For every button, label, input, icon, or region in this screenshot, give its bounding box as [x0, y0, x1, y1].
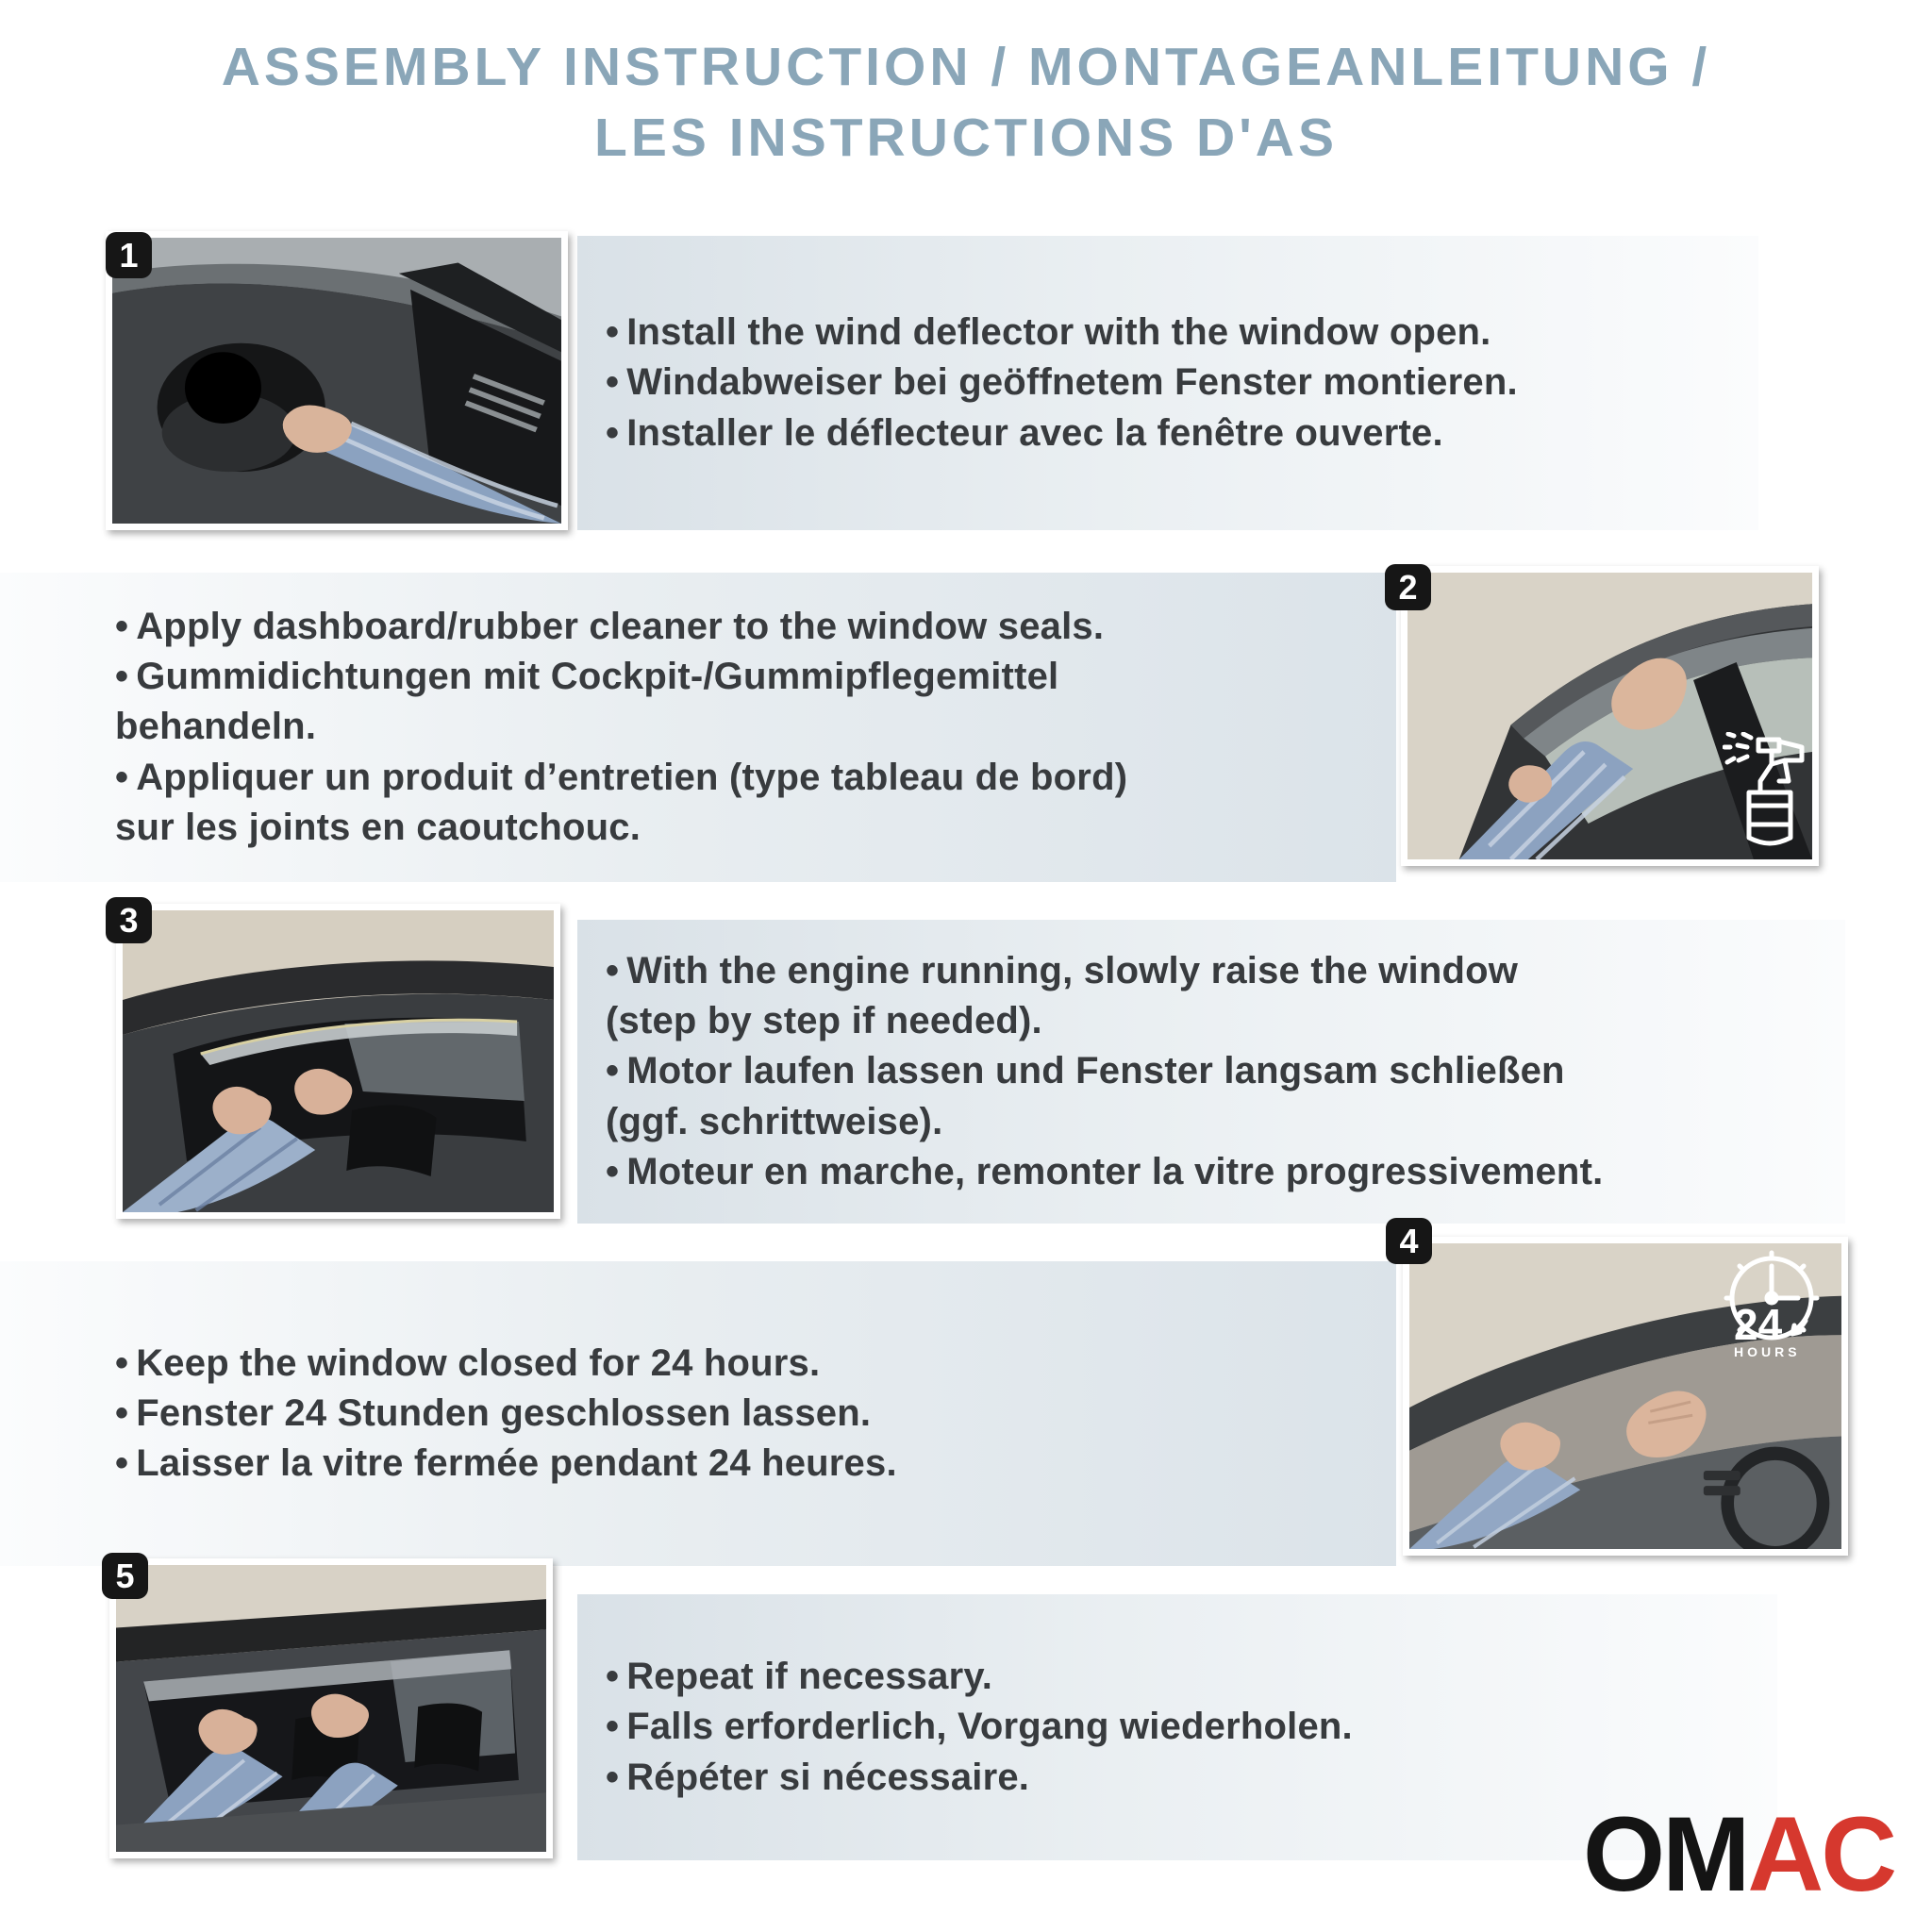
step-5-photo-illustration [116, 1565, 546, 1852]
step-4-number-badge: 4 [1386, 1218, 1432, 1264]
step-3-line-en: • With the engine running, slowly raise the window [606, 946, 1845, 996]
step-2-text-panel [0, 573, 1396, 882]
step-5-line-en: • Repeat if necessary. [606, 1652, 1777, 1702]
step-5-line-fr: • Répéter si nécessaire. [606, 1753, 1777, 1803]
step-1-line-de: • Windabweiser bei geöffnetem Fenster montieren. [606, 358, 1758, 408]
step-4-line-fr: • Laisser la vitre fermée pendant 24 heures. [115, 1439, 1396, 1489]
step-1-text-panel [577, 236, 1758, 530]
step-5-line-de: • Falls erforderlich, Vorgang wiederholen. [606, 1702, 1777, 1752]
step-2-line-fr: • Appliquer un produit d’entretien (type tableau de bord) [115, 753, 1396, 803]
step-2-line-de-cont: behandeln. [115, 706, 317, 748]
step-3-text-panel [577, 920, 1845, 1224]
step-3-line-de-cont: (ggf. schrittweise). [606, 1100, 943, 1142]
step-5-number-badge: 5 [102, 1553, 148, 1599]
omac-logo-red-part: AC [1747, 1795, 1895, 1913]
clock-caption-label: HOURS [1734, 1344, 1801, 1359]
step-4-text-panel [0, 1261, 1396, 1566]
step-1-photo-illustration [112, 238, 561, 524]
step-3-line-en-cont: (step by step if needed). [606, 1000, 1042, 1042]
step-3-photo [116, 904, 560, 1219]
step-1-line-fr: • Installer le déflecteur avec la fenêtre ouverte. [606, 408, 1758, 458]
page-title-line2: LES INSTRUCTIONS D'AS [594, 108, 1338, 169]
spray-bottle-icon [1723, 732, 1809, 847]
step-2-line-de: • Gummidichtungen mit Cockpit-/Gummipflegemittel [115, 652, 1396, 702]
clock-number-label: 24 [1734, 1300, 1783, 1349]
page-title-line1: ASSEMBLY INSTRUCTION / MONTAGEANLEITUNG / [221, 37, 1711, 97]
step-1-line-en: • Install the wind deflector with the window open. [606, 308, 1758, 358]
omac-logo-black-part: OM [1583, 1795, 1748, 1913]
step-3-line-fr: • Moteur en marche, remonter la vitre progressivement. [606, 1147, 1845, 1197]
step-3-line-de: • Motor laufen lassen und Fenster langsam schließen [606, 1046, 1845, 1096]
step-4-line-de: • Fenster 24 Stunden geschlossen lassen. [115, 1389, 1396, 1439]
page-title [0, 32, 1932, 174]
step-5-photo [109, 1558, 553, 1858]
step-3-photo-illustration [123, 910, 554, 1212]
24-hours-icon [1719, 1249, 1821, 1372]
step-1-photo [106, 231, 568, 530]
step-2-number-badge: 2 [1385, 564, 1431, 610]
step-2-line-fr-cont: sur les joints en caoutchouc. [115, 806, 641, 848]
step-4-line-en: • Keep the window closed for 24 hours. [115, 1339, 1396, 1389]
step-1-number-badge: 1 [106, 232, 152, 278]
step-2-line-en: • Apply dashboard/rubber cleaner to the window seals. [115, 602, 1396, 652]
step-3-number-badge: 3 [106, 897, 152, 943]
omac-logo [1583, 1795, 1895, 1913]
